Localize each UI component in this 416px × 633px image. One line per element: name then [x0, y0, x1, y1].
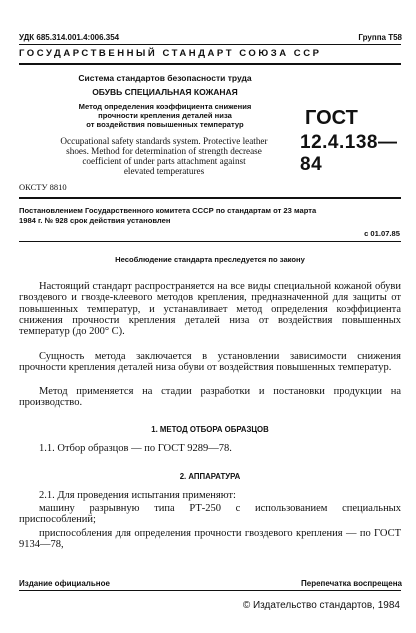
state-standard-banner: ГОСУДАРСТВЕННЫЙ СТАНДАРТ СОЮЗА ССР — [19, 48, 322, 59]
clause-2-1-fixtures: приспособления для определения прочности гвоздевого крепления — по ГОСТ 9134—78, — [19, 528, 401, 551]
gost-label: ГОСТ — [305, 107, 358, 129]
method-line: прочности крепления деталей низа — [98, 111, 232, 120]
reprint-prohibited-label: Перепечатка воспрещена — [301, 579, 402, 588]
paragraph-application: Метод применяется на стадии разработки и постановки продукции на производство. — [19, 386, 401, 409]
udk-code: УДК 685.314.001.4:006.354 — [19, 33, 120, 42]
product-title: ОБУВЬ СПЕЦИАЛЬНАЯ КОЖАНАЯ — [92, 87, 238, 97]
english-line: Occupational safety standards system. Protective leather — [60, 136, 268, 146]
english-title — [19, 136, 309, 176]
method-line: от воздействия повышенных температур — [86, 120, 244, 129]
method-line: Метод определения коэффициента снижения — [78, 102, 252, 111]
clause-2-1: 2.1. Для проведения испытания применяют: — [39, 490, 236, 501]
english-line: elevated temperatures — [123, 166, 205, 176]
clause-2-1-machine: машину разрывную типа РТ-250 с использованием специальных приспособлений; — [19, 503, 401, 526]
method-title — [40, 102, 290, 129]
top-divider — [19, 44, 401, 45]
english-line: coefficient of under parts attachment against — [82, 156, 246, 166]
copyright-notice: © Издательство стандартов, 1984 — [242, 600, 400, 611]
law-notice: Несоблюдение стандарта преследуется по закону — [115, 255, 305, 264]
clause-1-1: 1.1. Отбор образцов — по ГОСТ 9289—78. — [39, 443, 232, 454]
banner-divider — [19, 63, 401, 65]
title-divider — [19, 197, 401, 199]
decree-line: Постановлением Государственного комитета СССР по стандартам от 23 марта — [19, 206, 317, 215]
paragraph-essence: Сущность метода заключается в установлении зависимости снижения прочности крепления деталей низа обуви от воздействия повышенных температур. — [19, 351, 401, 374]
english-line: shoes. Method for determination of strength decrease — [66, 146, 262, 156]
decree-line: 1984 г. № 928 срок действия установлен — [19, 216, 171, 225]
decree-divider — [19, 241, 401, 242]
decree-text — [19, 206, 401, 226]
section-heading-sampling: 1. МЕТОД ОТБОРА ОБРАЗЦОВ — [151, 425, 269, 434]
okstu-code: ОКСТУ 8810 — [19, 182, 67, 192]
system-title: Система стандартов безопасности труда — [78, 73, 252, 83]
valid-from-date: с 01.07.85 — [364, 229, 400, 238]
section-heading-apparatus: 2. АППАРАТУРА — [179, 472, 241, 481]
paragraph-scope: Настоящий стандарт распространяется на все виды специальной кожаной обуви гвоздевого и гвоздe-клеевого методов крепления, предназначенной для защиты от повышенных температур, и устанавливает метод определения коэффициента снижения прочности крепления деталей низа от воздействия повышенных температур (до 200° С). — [19, 281, 401, 338]
group-code: Группа Т58 — [358, 33, 402, 42]
official-edition-label: Издание официальное — [19, 579, 110, 588]
footer-divider — [19, 590, 401, 591]
gost-number: 12.4.138—84 — [300, 132, 398, 175]
